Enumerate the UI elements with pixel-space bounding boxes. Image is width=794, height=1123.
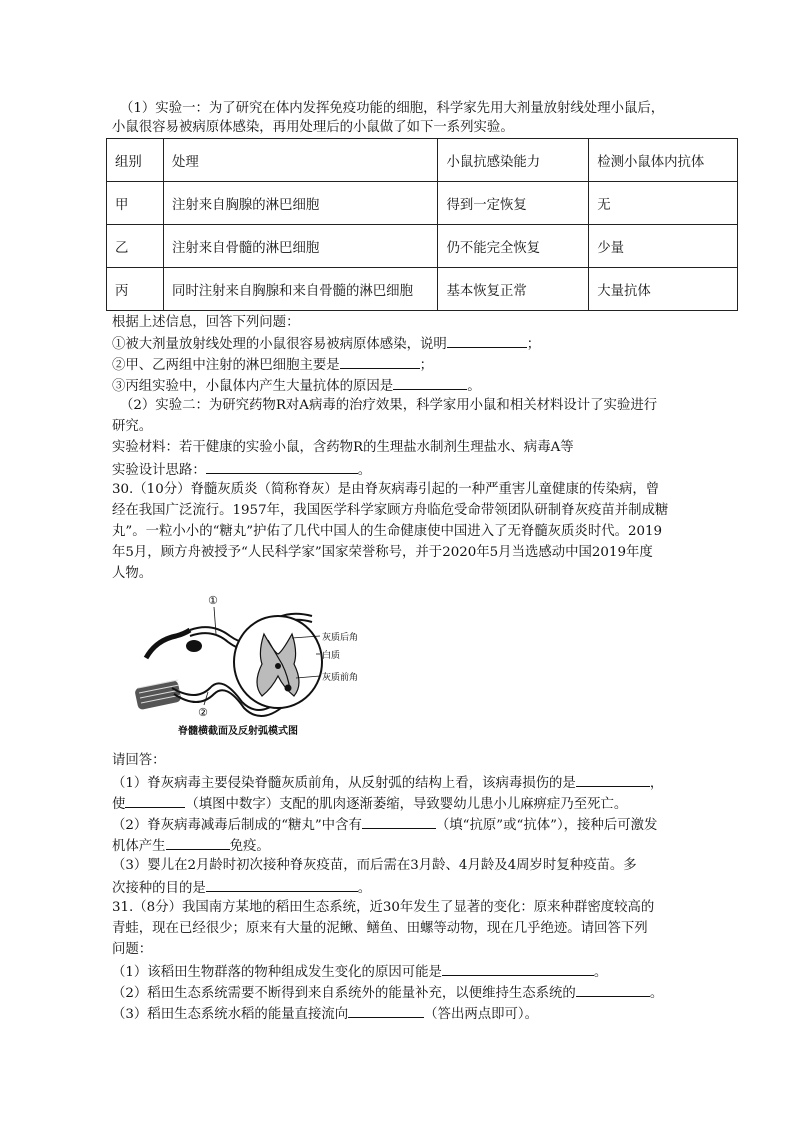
q31-line1: 31.（8分）我国南方某地的稻田生态系统，近30年发生了显著的变化：原来种群密度较高的 — [112, 900, 655, 915]
label-2 — [198, 692, 208, 719]
table-row — [107, 225, 738, 268]
label-gray-ventral: 灰质前角 — [322, 673, 359, 683]
table-cell: 大量抗体 — [589, 268, 738, 311]
exp2-line2: 研究。 — [112, 419, 153, 434]
question-text: 实验设计思路： — [112, 463, 206, 478]
question-text: 机体产生 — [112, 839, 166, 854]
q30-sub2-b — [112, 835, 270, 857]
receptor-icon — [146, 630, 190, 658]
answer-blank[interactable] — [447, 333, 527, 348]
answer-blank[interactable] — [340, 354, 420, 369]
exp1-intro-line1: （1）实验一：为了研究在体内发挥免疫功能的细胞，科学家先用大剂量放射线处理小鼠后， — [120, 101, 665, 116]
q31-line2: 青蛙，现在已经很少；原来有大量的泥鳅、鳝鱼、田螺等动物，现在几乎绝迹。请回答下列 — [112, 921, 648, 936]
question-text-end: 。 — [593, 965, 608, 980]
answer-blank[interactable] — [576, 982, 650, 997]
question-text-end: 。 — [357, 881, 372, 896]
question-text: （2）脊灰病毒减毒后制成的“糖丸”中含有 — [112, 818, 362, 833]
table-row — [107, 268, 738, 311]
answer-blank[interactable] — [442, 961, 594, 976]
question-text: （3）稻田生态系统水稻的能量直接流向 — [112, 1007, 349, 1022]
question-text-end: ； — [526, 337, 541, 352]
q30-line5: 人物。 — [112, 566, 153, 581]
question-text: 次接种的目的是 — [112, 881, 206, 896]
table-cell: 基本恢复正常 — [438, 268, 589, 311]
table-row — [107, 182, 738, 225]
question-text: （2）稻田生态系统需要不断得到来自系统外的能量补充，以便维持生态系统的 — [112, 986, 576, 1001]
q30-sub2-a — [112, 814, 657, 836]
table-header-cell: 组别 — [107, 139, 164, 182]
table-cell: 得到一定恢复 — [438, 182, 589, 225]
question-text-end: 。 — [649, 986, 664, 1001]
exp1-question-2 — [112, 354, 433, 376]
question-text: （1）脊灰病毒主要侵染脊髓灰质前角，从反射弧的结构上看，该病毒损伤的是 — [112, 776, 576, 791]
exp1-intro-line2: 小鼠很容易被病原体感染，再用处理后的小鼠做了如下一系列实验。 — [112, 120, 514, 135]
q30-sub3-b — [112, 877, 371, 899]
svg-text:①: ① — [208, 594, 218, 607]
table-cell: 同时注射来自胸腺和来自骨髓的淋巴细胞 — [163, 268, 438, 311]
answer-blank[interactable] — [393, 375, 467, 390]
q31-sub2 — [112, 982, 663, 1004]
ganglion-icon — [186, 640, 202, 652]
question-text-end: （答出两点即可）。 — [424, 1007, 538, 1022]
answer-blank[interactable] — [576, 772, 650, 787]
q30-sub1-a — [112, 772, 663, 794]
table-header-cell: 处理 — [163, 139, 438, 182]
q30-sub3-a: （3）婴儿在2月龄时初次接种脊灰疫苗，而后需在3月龄、4月龄及4周岁时复种疫苗。多 — [112, 858, 637, 873]
figure-caption: 脊髓横截面及反射弧模式图 — [178, 726, 298, 737]
table-cell: 注射来自胸腺的淋巴细胞 — [163, 182, 438, 225]
question-text-end: （填“抗原”或“抗体”），接种后可激发 — [435, 818, 658, 833]
table-cell: 丙 — [107, 268, 164, 311]
q30-line2: 经在我国广泛流行。1957年，我国医学科学家顾方舟临危受命带领团队研制脊灰疫苗并制成糖 — [112, 503, 669, 518]
exp2-materials: 实验材料：若干健康的实验小鼠，含药物R的生理盐水制剂生理盐水、病毒A等 — [112, 440, 574, 455]
q30-line1: 30.（10分）脊髓灰质炎（简称脊灰）是由脊灰病毒引起的一种严重害儿童健康的传染病，曾 — [112, 482, 660, 497]
question-text-end: ， — [649, 776, 664, 791]
label-white-matter: 白质 — [322, 651, 341, 661]
answer-blank[interactable] — [362, 814, 436, 829]
table-cell: 甲 — [107, 182, 164, 225]
question-text: ①被大剂量放射线处理的小鼠很容易被病原体感染，说明 — [112, 337, 447, 352]
central-canal — [275, 663, 281, 669]
q30-sub1-b — [112, 793, 627, 815]
table-cell: 乙 — [107, 225, 164, 268]
answer-blank[interactable] — [206, 459, 358, 474]
table-header-cell: 检测小鼠体内抗体 — [589, 139, 738, 182]
exp1-question-3 — [112, 375, 481, 397]
question-text-end: 免疫。 — [229, 839, 270, 854]
exp2-design — [112, 459, 371, 481]
question-text-end: 。 — [357, 463, 372, 478]
q31-sub3 — [112, 1003, 538, 1025]
table-cell: 少量 — [589, 225, 738, 268]
svg-text:②: ② — [198, 706, 208, 719]
question-text-end: 。 — [467, 379, 481, 394]
table-cell: 仍不能完全恢复 — [438, 225, 589, 268]
answer-blank[interactable] — [166, 835, 230, 850]
question-text-end: （填图中数字）支配的肌肉逐渐萎缩，导致婴幼儿患小儿麻痹症乃至死亡。 — [185, 797, 628, 812]
q30-line4: 年5月，顾方舟被授予“人民科学家”国家荣誉称号，并于2020年5月当选感动中国2019年度 — [112, 545, 653, 560]
exp2-line1: （2）实验二：为研究药物R对A病毒的治疗效果，科学家用小鼠和相关材料设计了实验进行 — [120, 398, 658, 413]
question-text-end: ； — [419, 358, 434, 373]
q30-ask: 请回答： — [112, 753, 166, 768]
question-text: ②甲、乙两组中注射的淋巴细胞主要是 — [112, 358, 340, 373]
question-text: ③丙组实验中，小鼠体内产生大量抗体的原因是 — [112, 379, 394, 394]
question-text: 使 — [112, 797, 126, 812]
answer-blank[interactable] — [348, 1003, 424, 1018]
table-header-row — [107, 139, 738, 182]
table-header-cell: 小鼠抗感染能力 — [438, 139, 589, 182]
answer-blank[interactable] — [206, 877, 358, 892]
label-gray-dorsal: 灰质后角 — [322, 633, 359, 643]
table-cell: 注射来自骨髓的淋巴细胞 — [163, 225, 438, 268]
table-cell: 无 — [589, 182, 738, 225]
q31-sub1 — [112, 961, 607, 983]
q31-line3: 问题： — [112, 942, 153, 957]
experiment-table — [106, 138, 738, 311]
q30-line3: 丸”。一粒小小的“糖丸”护佑了几代中国人的生命健康使中国进入了无脊髓灰质炎时代。2019 — [112, 524, 663, 539]
question-text: （1）该稻田生物群落的物种组成发生变化的原因可能是 — [112, 965, 442, 980]
exp1-question-1 — [112, 333, 540, 355]
answer-blank[interactable] — [125, 793, 185, 808]
exp1-prompt: 根据上述信息，回答下列问题： — [112, 315, 300, 330]
